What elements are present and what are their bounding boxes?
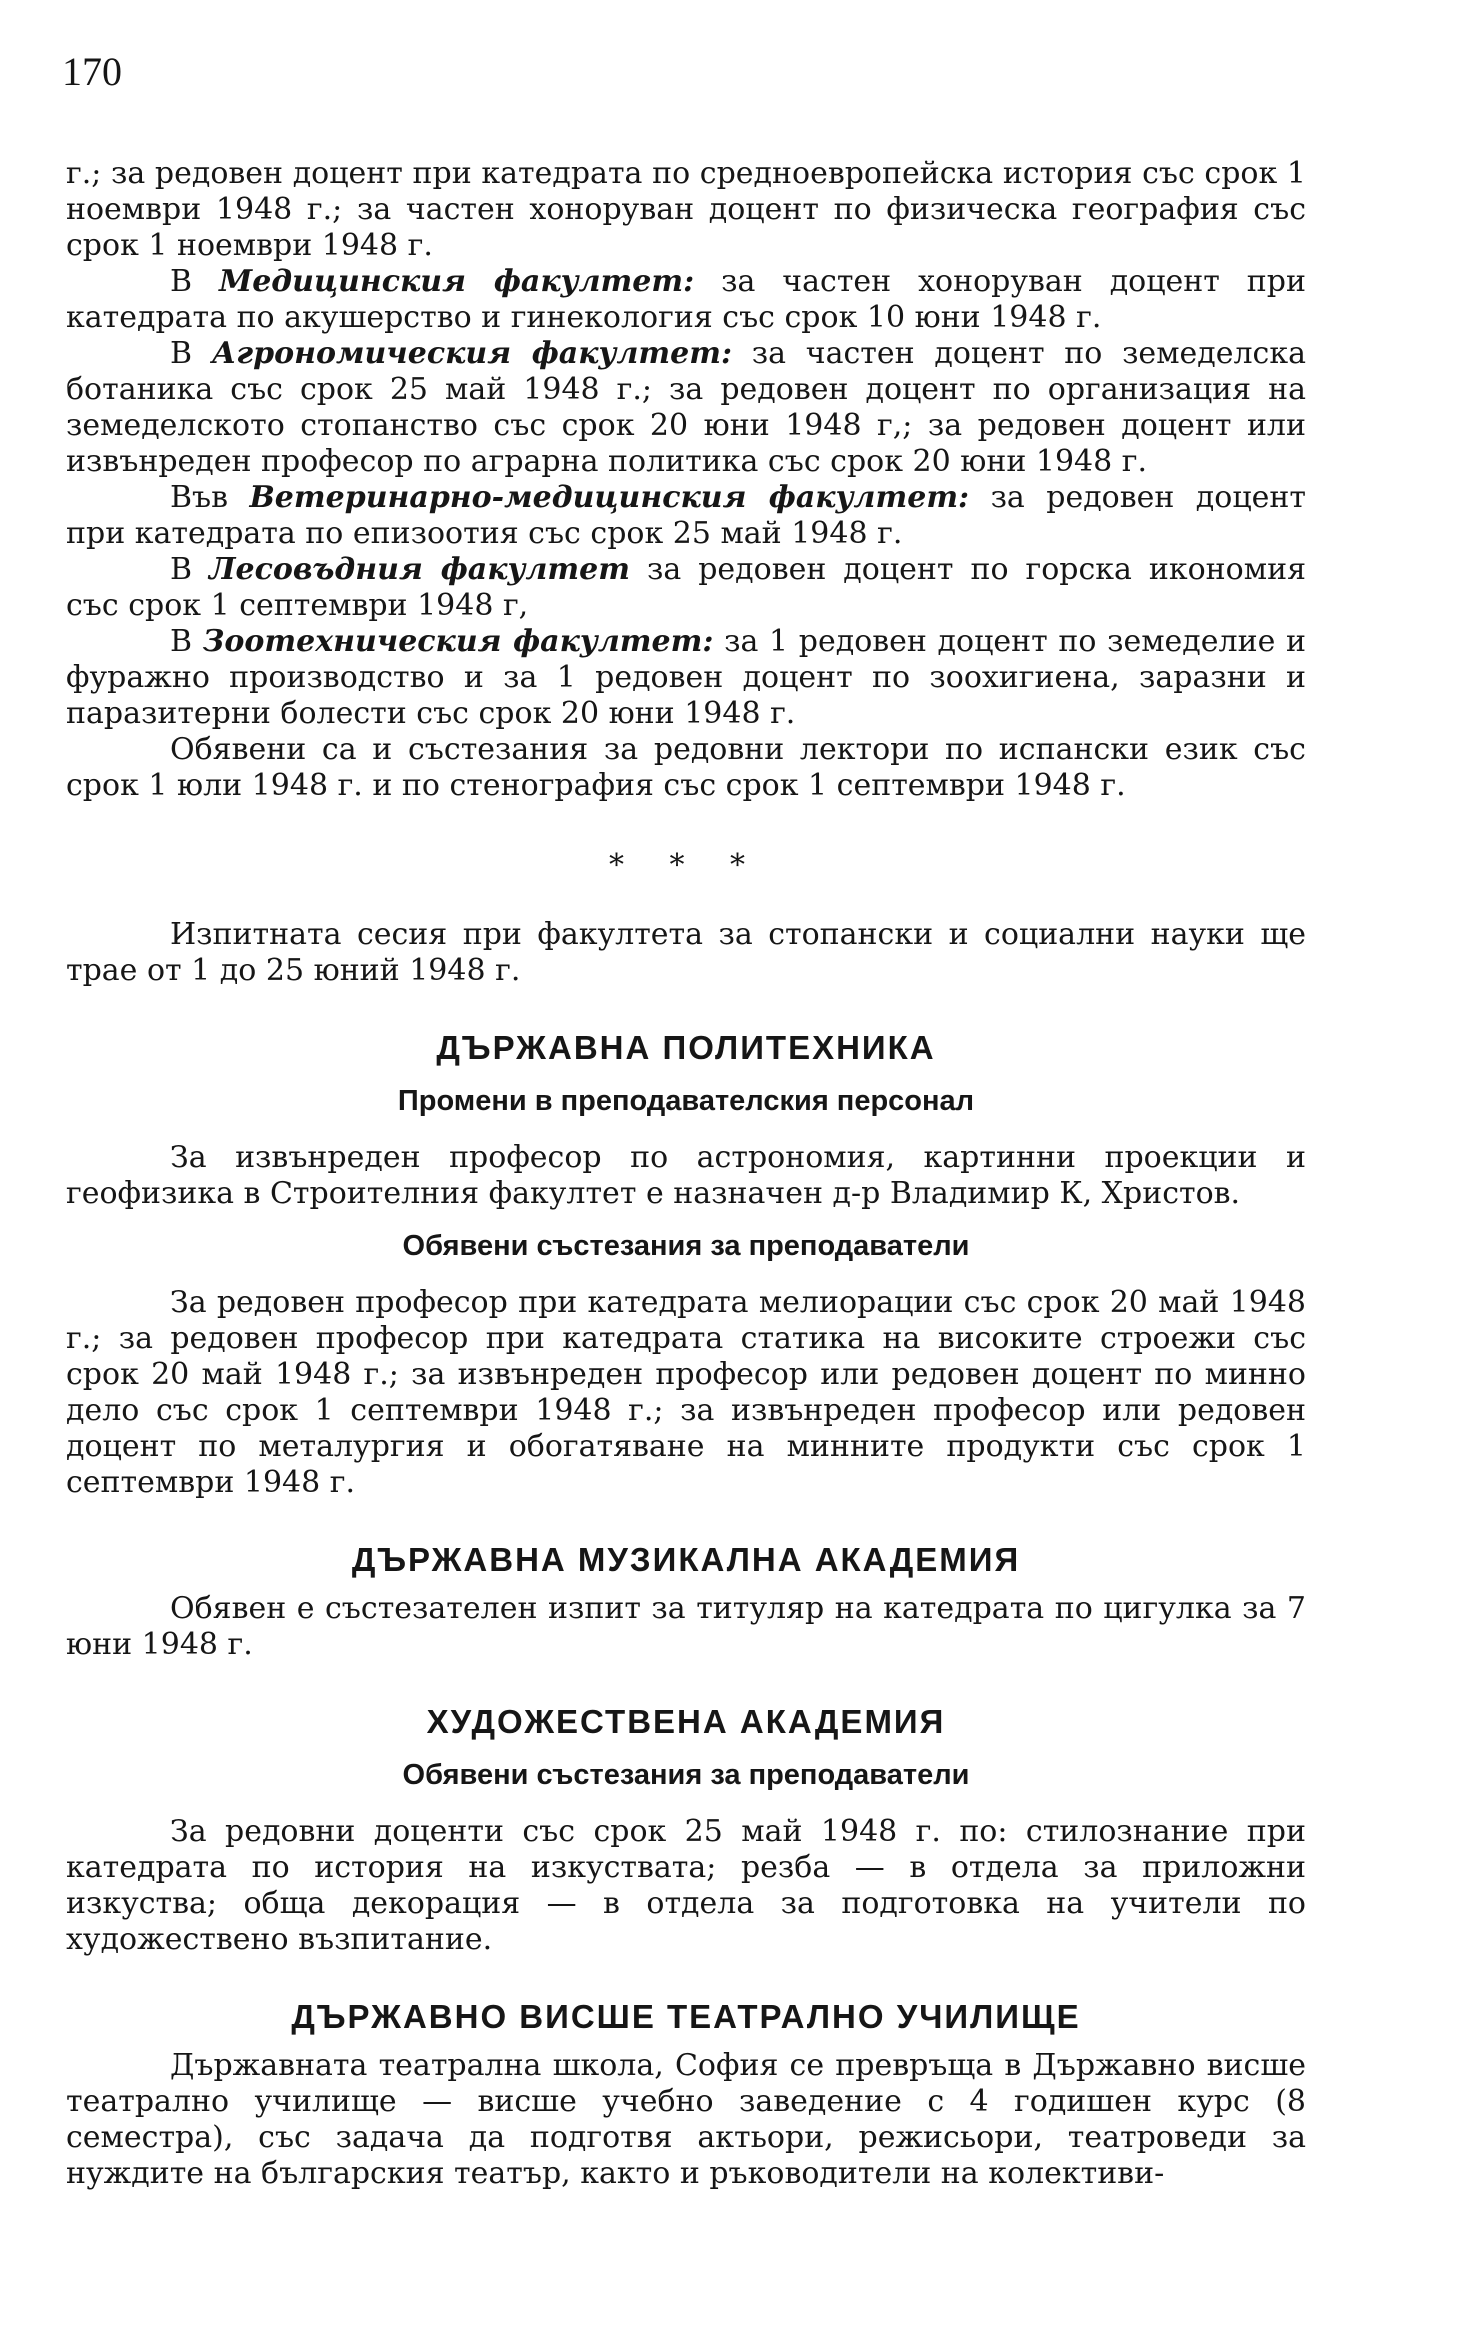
paragraph-text: за частен хоноруван доцент при катедрата по акушерство и гинекология със срок 10 юни 1948 г.: [66, 264, 1306, 335]
paragraph-text: за редовен доцент при катедрата по епизоотия със срок 25 май 1948 г.: [66, 480, 1306, 551]
music-academy-paragraph: Обявен е състезателен изпит за титуляр на катедрата по цигулка за 7 юни 1948 г.: [66, 1591, 1306, 1662]
art-academy-subheading: Обявени състезания за преподаватели: [402, 1759, 970, 1791]
paragraph-text: за 1 редовен доцент по земеделие и фуражно производство и за 1 редовен доцент по зоохигиена, заразни и паразитерни болести със срок 20 юни 1948 г.: [66, 624, 1306, 731]
faculty-name: Агрономическия факултет:: [211, 336, 733, 371]
music-academy-heading: ДЪРЖАВНА МУЗИКАЛНА АКАДЕМИЯ: [351, 1541, 1021, 1578]
prefix: В: [170, 336, 212, 371]
paragraph-text: за частен доцент по земеделска ботаника със срок 25 май 1948 г.; за редовен доцент по организация на земеделското стопанство със срок 20 юни 1948 г,; за редовен доцент или извънреден професор по аграрна политика със срок 20 юни 1948 г.: [66, 336, 1306, 479]
page-number: 170: [62, 49, 122, 94]
prefix: Във: [170, 480, 250, 515]
polytechnic-staff-paragraph: За извънреден професор по астрономия, картинни проекции и геофизика в Строителния факултет е назначен д-р Владимир К, Христов.: [66, 1140, 1306, 1211]
page-content: [66, 156, 1306, 2192]
faculty-name: Лесовъдния факултет: [209, 552, 631, 587]
theatre-school-paragraph: Държавната театрална школа, София се превръща в Държавно висше театрално училище — висше учебно заведение с 4 годишен курс (8 семестра), със задача да подготвя актьори, режисьори, театроведи за нуждите на българския театър, както и ръководители на колективи-: [66, 2048, 1306, 2191]
lecturers-paragraph: Обявени са и състезания за редовни лектори по испански език със срок 1 юли 1948 г. и по стенография със срок 1 септември 1948 г.: [66, 732, 1306, 803]
faculty-name: Медицинския факултет:: [218, 264, 695, 299]
veterinary-faculty-paragraph: [66, 480, 1306, 552]
theatre-school-heading: ДЪРЖАВНО ВИСШЕ ТЕАТРАЛНО УЧИЛИЩЕ: [291, 1998, 1081, 2035]
prefix: В: [170, 624, 203, 659]
prefix: В: [170, 264, 219, 299]
zootechnics-faculty-paragraph: [66, 624, 1306, 732]
intro-paragraph-1: г.; за редовен доцент при катедрата по средноевропейска история със срок 1 ноември 1948 г.; за частен хоноруван доцент по физическа география със срок 1 ноември 1948 г.: [66, 156, 1306, 263]
agronomy-faculty-paragraph: [66, 336, 1306, 480]
faculty-name: Зоотехническия факултет:: [202, 624, 714, 659]
polytechnic-heading: ДЪРЖАВНА ПОЛИТЕХНИКА: [436, 1029, 936, 1066]
medical-faculty-paragraph: [66, 264, 1306, 336]
polytechnic-subheading-competitions: Обявени състезания за преподаватели: [402, 1230, 970, 1262]
prefix: В: [170, 552, 210, 587]
section-separator: * * *: [608, 848, 764, 883]
faculty-name: Ветеринарно-медицинския факултет:: [249, 480, 970, 515]
polytechnic-competitions-paragraph: За редовен професор при катедрата мелиорации със срок 20 май 1948 г.; за редовен професор при катедрата статика на високите строежи със срок 20 май 1948 г.; за извънреден професор или редовен доцент по минно дело със срок 1 септември 1948 г.; за извънреден професор или редовен доцент по металургия и обогатяване на минните продукти със срок 1 септември 1948 г.: [66, 1285, 1306, 1500]
art-academy-heading: ХУДОЖЕСТВЕНА АКАДЕМИЯ: [426, 1703, 946, 1740]
exam-session-paragraph: Изпитната сесия при факултета за стопански и социални науки ще трае от 1 до 25 юний 1948 г.: [66, 917, 1306, 988]
forestry-faculty-paragraph: [66, 552, 1306, 624]
polytechnic-subheading-staff: Промени в преподавателския персонал: [397, 1085, 975, 1117]
art-academy-paragraph: За редовни доценти със срок 25 май 1948 г. по: стилознание при катедрата по история на изкуствата; резба — в отдела за приложни изкуства; обща декорация — в отдела за подготовка на учители по художествено възпитание.: [66, 1814, 1306, 1957]
paragraph-text: за редовен доцент по горска икономия със срок 1 септември 1948 г,: [66, 552, 1306, 623]
